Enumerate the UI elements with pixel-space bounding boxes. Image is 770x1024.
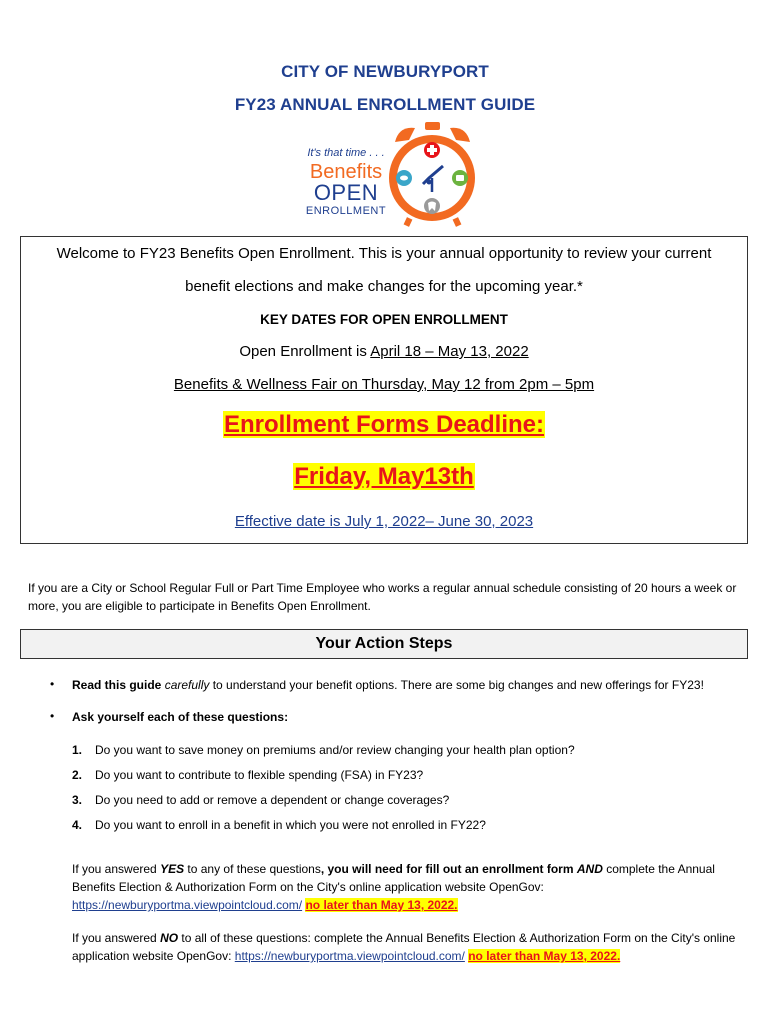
deadline-label: [21, 411, 747, 439]
logo-enrollment: ENROLLMENT: [305, 205, 387, 217]
question-number: 3.: [72, 793, 83, 807]
yes-deadline: no later than May 13, 2022.: [305, 898, 458, 912]
question-text: Do you want to enroll in a benefit in which you were not enrolled in FY22?: [95, 818, 486, 832]
welcome-line-2: benefit elections and make changes for the upcoming year.*: [185, 278, 583, 295]
open-enrollment-prefix: Open Enrollment is: [239, 343, 371, 360]
welcome-line-1: Welcome to FY23 Benefits Open Enrollment. This is your annual opportunity to review your current: [56, 245, 712, 262]
bullet-read-guide-italic: carefully: [164, 678, 210, 692]
bullet-read-guide-text: [72, 678, 704, 692]
no-answer-paragraph: [72, 929, 742, 965]
logo-tagline: It's that time . . .: [307, 147, 385, 159]
no-word: NO: [160, 931, 179, 945]
yes-text-c: to any of these questions: [184, 862, 321, 876]
no-text-c: to all of these questions: complete the Annual Benefits Election & Authorization Form on the City's online application website OpenGov:: [72, 931, 736, 963]
question-item: [72, 793, 449, 807]
no-deadline: no later than May 13, 2022.: [468, 949, 621, 963]
deadline-date-text: Friday, May13th: [294, 463, 474, 490]
question-number: 4.: [72, 818, 83, 832]
guide-title: FY23 ANNUAL ENROLLMENT GUIDE: [234, 95, 536, 114]
opengov-link[interactable]: https://newburyportma.viewpointcloud.com/: [234, 949, 465, 963]
alarm-clock-icon: [385, 120, 480, 230]
yes-text-f: complete the Annual Benefits Election & Authorization Form on the City's online application website OpenGov:: [72, 862, 715, 894]
no-text-a: If you answered: [72, 931, 161, 945]
bullet-ask-questions-bold: Ask yourself each of these questions:: [72, 710, 289, 724]
key-dates-box: [20, 236, 748, 544]
bullet-read-guide-rest: to understand your benefit options. There are some big changes and new offerings for FY23!: [209, 678, 704, 692]
question-item: [72, 818, 486, 832]
question-item: [72, 768, 423, 782]
yes-text-d: , you will need for fill out an enrollment form: [320, 862, 577, 876]
yes-answer-paragraph: [72, 860, 742, 914]
question-text: Do you want to contribute to flexible spending (FSA) in FY23?: [95, 768, 424, 782]
question-item: [72, 743, 575, 757]
bullet-ask-questions-text: [72, 710, 288, 724]
question-text: Do you need to add or remove a dependent or change coverages?: [95, 793, 450, 807]
deadline-label-text: Enrollment Forms Deadline:: [223, 411, 545, 438]
question-number: 1.: [72, 743, 83, 757]
bullet-dot: •: [50, 677, 55, 691]
logo-open: OPEN: [313, 180, 379, 205]
open-enrollment-range: April 18 – May 13, 2022: [370, 343, 529, 360]
open-enrollment-dates: [21, 343, 747, 360]
question-number: 2.: [72, 768, 83, 782]
question-text: Do you want to save money on premiums and/or review changing your health plan option?: [95, 743, 575, 757]
eligibility-text: If you are a City or School Regular Full or Part Time Employee who works a regular annual schedule consisting of 20 hours a week or more, you are eligible to participate in Benefits Open Enrollment.: [28, 581, 737, 613]
bullet-dot: •: [50, 709, 55, 723]
key-dates-heading: KEY DATES FOR OPEN ENROLLMENT: [260, 312, 508, 327]
opengov-link[interactable]: https://newburyportma.viewpointcloud.com/: [72, 898, 303, 912]
logo-text: [296, 148, 396, 217]
yes-text-a: If you answered: [72, 862, 161, 876]
open-enrollment-logo: [290, 120, 480, 230]
deadline-date: [21, 463, 747, 491]
effective-date: Effective date is July 1, 2022– June 30, 2023: [234, 513, 534, 530]
logo-benefits: Benefits: [309, 161, 383, 183]
action-steps-heading: Your Action Steps: [20, 629, 748, 659]
and-word: AND: [576, 862, 603, 876]
bullet-read-guide-bold: Read this guide: [72, 678, 165, 692]
city-title: CITY OF NEWBURYPORT: [281, 62, 489, 81]
yes-word: YES: [160, 862, 185, 876]
wellness-fair: Benefits & Wellness Fair on Thursday, May 12 from 2pm – 5pm: [173, 376, 595, 393]
